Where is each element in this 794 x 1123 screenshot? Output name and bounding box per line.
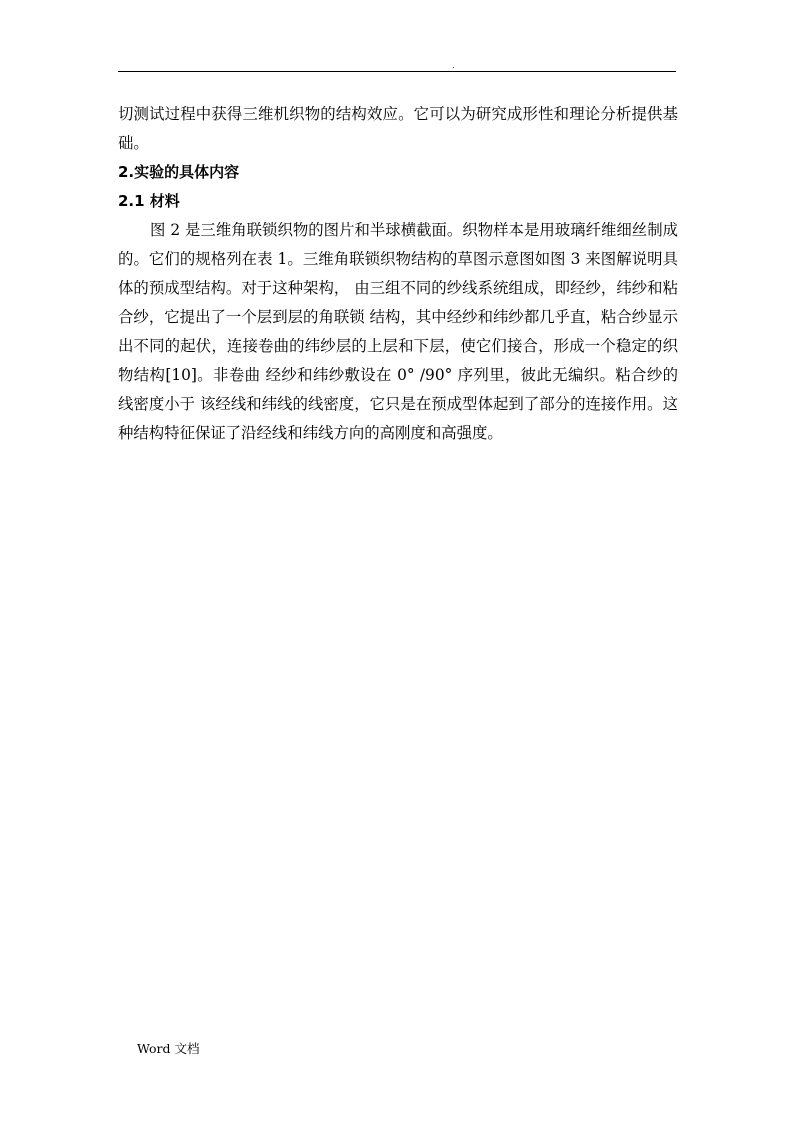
footer-label: Word 文档 <box>137 1041 200 1056</box>
header-mark: . <box>452 61 455 70</box>
subsection-heading: 2.1 材料 <box>118 192 180 210</box>
materials-paragraph: 图 2 是三维角联锁织物的图片和半球横截面。织物样本是用玻璃纤维细丝制成的。它们的规格列在表 1。三维角联锁织物结构的草图示意图如图 3 来图解说明具体的预成型结构。对于这种架构， 由三组不同的纱线系统组成，即经纱，纬纱和粘合纱，它提出了一个层到层的角联锁 结构，其中经纱和纬纱都几乎直，粘合纱显示出不同的起伏，连接卷曲的纬纱层的上层和下层，使它们接合，形成一个稳定的织物结构[10]。非卷曲 经纱和纬纱敷设在 0° /90° 序列里，彼此无编织。粘合纱的线密度小于 该经线和纬线的线密度，它只是在预成型体起到了部分的连接作用。这种结构特征保证了沿经线和纬线方向的高刚度和高强度。 <box>118 221 678 442</box>
header-rule <box>118 71 676 72</box>
document-body <box>118 100 678 448</box>
continuation-paragraph: 切测试过程中获得三维机织物的结构效应。它可以为研究成形性和理论分析提供基础。 <box>118 105 678 152</box>
section-heading: 2.实验的具体内容 <box>118 163 240 181</box>
